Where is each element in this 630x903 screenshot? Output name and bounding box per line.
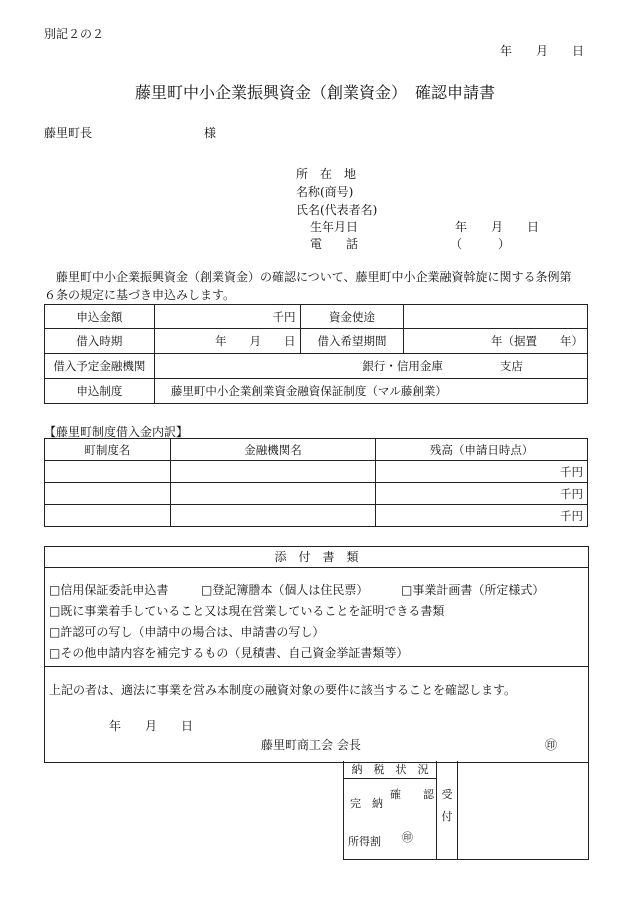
amount-field[interactable]: 千円 xyxy=(154,305,300,329)
receipt-cell xyxy=(437,761,458,859)
timing-field[interactable]: 年 月 日 xyxy=(154,329,300,354)
system-value: 藤里町中小企業創業資金融資保証制度（マル藤創業） xyxy=(154,379,587,404)
tax-status-heading: 納 税 状 況 xyxy=(344,761,436,779)
table-row xyxy=(45,505,588,527)
tax-seal-mark: ㊞ xyxy=(402,831,413,844)
period-field[interactable]: 年（据置 年） xyxy=(404,329,588,354)
attachment-business-plan[interactable]: □事業計画書（所定様式） xyxy=(401,583,545,597)
loan-bank-cell[interactable] xyxy=(170,505,376,527)
attachment-proof-of-business[interactable]: □既に事業着手していること又は現在営業していることを証明できる書類 xyxy=(49,604,445,618)
bank-label: 借入予定金融機関 xyxy=(45,354,155,379)
confirmation-text: 上記の者は、適法に事業を営み本制度の融資対象の要件に該当することを確認します。 xyxy=(49,683,517,697)
phone-label: 電 話 xyxy=(310,237,359,251)
receipt-stamp-area[interactable] xyxy=(458,761,588,859)
loan-bank-cell[interactable] xyxy=(170,483,376,505)
loan-system-cell[interactable] xyxy=(45,505,171,527)
attachment-other[interactable]: □その他申請内容を補完するもの（見積書、自己資金挙証書類等） xyxy=(49,646,409,660)
tax-confirm-label: 確 認 xyxy=(390,788,434,801)
bank-type: 銀行・信用金庫 xyxy=(362,359,443,373)
page-title: 藤里町中小企業振興資金（創業資金） 確認申請書 xyxy=(134,83,495,102)
branch-label: 支店 xyxy=(499,359,523,373)
seal-mark: ㊞ xyxy=(545,738,558,752)
table-row xyxy=(45,483,588,505)
confirmation-date: 年 月 日 xyxy=(109,719,194,733)
addressee-honorific: 様 xyxy=(204,126,217,140)
birthdate-value: 年 月 日 xyxy=(455,220,540,234)
application-table xyxy=(44,304,588,404)
intro-line-1: 藤里町中小企業振興資金（創業資金）の確認について、藤里町中小企業融資斡旋に関する条例第 xyxy=(44,270,572,284)
attachments-box xyxy=(44,546,589,763)
table-row xyxy=(45,461,588,483)
bank-field[interactable] xyxy=(154,354,587,379)
addressee-name: 藤里町長 xyxy=(44,126,93,140)
annex-label: 別記２の２ xyxy=(44,27,105,41)
phone-value: （ ） xyxy=(450,237,511,251)
birthdate-label: 生年月日 xyxy=(310,220,359,234)
purpose-field[interactable] xyxy=(404,305,588,329)
attachment-license[interactable]: □許認可の写し（申請中の場合は、申請書の写し） xyxy=(49,625,325,639)
tax-complete-label: 完 納 xyxy=(350,797,383,810)
representative-label: 氏名(代表者名) xyxy=(296,203,378,217)
attachments-divider xyxy=(45,666,588,667)
loan-system-cell[interactable] xyxy=(45,483,171,505)
receipt-label: 受 付 xyxy=(441,788,453,823)
loan-section-heading: 【藤里町制度借入金内訳】 xyxy=(44,425,189,439)
col-header-bank: 金融機関名 xyxy=(170,439,376,461)
attachment-registry[interactable]: □登記簿謄本（個人は住民票） xyxy=(201,583,369,597)
loan-bank-cell[interactable] xyxy=(170,461,376,483)
loan-table xyxy=(44,438,588,527)
system-label: 申込制度 xyxy=(45,379,155,404)
company-name-label: 名称(商号) xyxy=(296,185,354,199)
timing-label: 借入時期 xyxy=(45,329,155,354)
loan-balance-cell[interactable]: 千円 xyxy=(376,483,588,505)
period-label: 借入希望期間 xyxy=(300,329,404,354)
purpose-label: 資金使途 xyxy=(300,305,404,329)
intro-line-2: ６条の規定に基づき申込みします。 xyxy=(44,288,236,302)
chamber-president: 藤里町商工会 会長 xyxy=(261,738,361,752)
loan-system-cell[interactable] xyxy=(45,461,171,483)
tax-status-box xyxy=(343,761,589,860)
attachments-heading: 添 付 書 類 xyxy=(45,547,588,568)
date-line: 年 月 日 xyxy=(500,44,585,58)
loan-balance-cell[interactable]: 千円 xyxy=(376,461,588,483)
col-header-system: 町制度名 xyxy=(45,439,171,461)
income-tax-label: 所得割 xyxy=(348,835,381,848)
address-label: 所 在 地 xyxy=(296,167,357,181)
amount-label: 申込金額 xyxy=(45,305,155,329)
loan-balance-cell[interactable]: 千円 xyxy=(376,505,588,527)
attachment-guarantee[interactable]: □信用保証委託申込書 xyxy=(49,583,169,597)
tax-status-cell xyxy=(344,761,437,859)
col-header-balance: 残高（申請日時点） xyxy=(376,439,588,461)
